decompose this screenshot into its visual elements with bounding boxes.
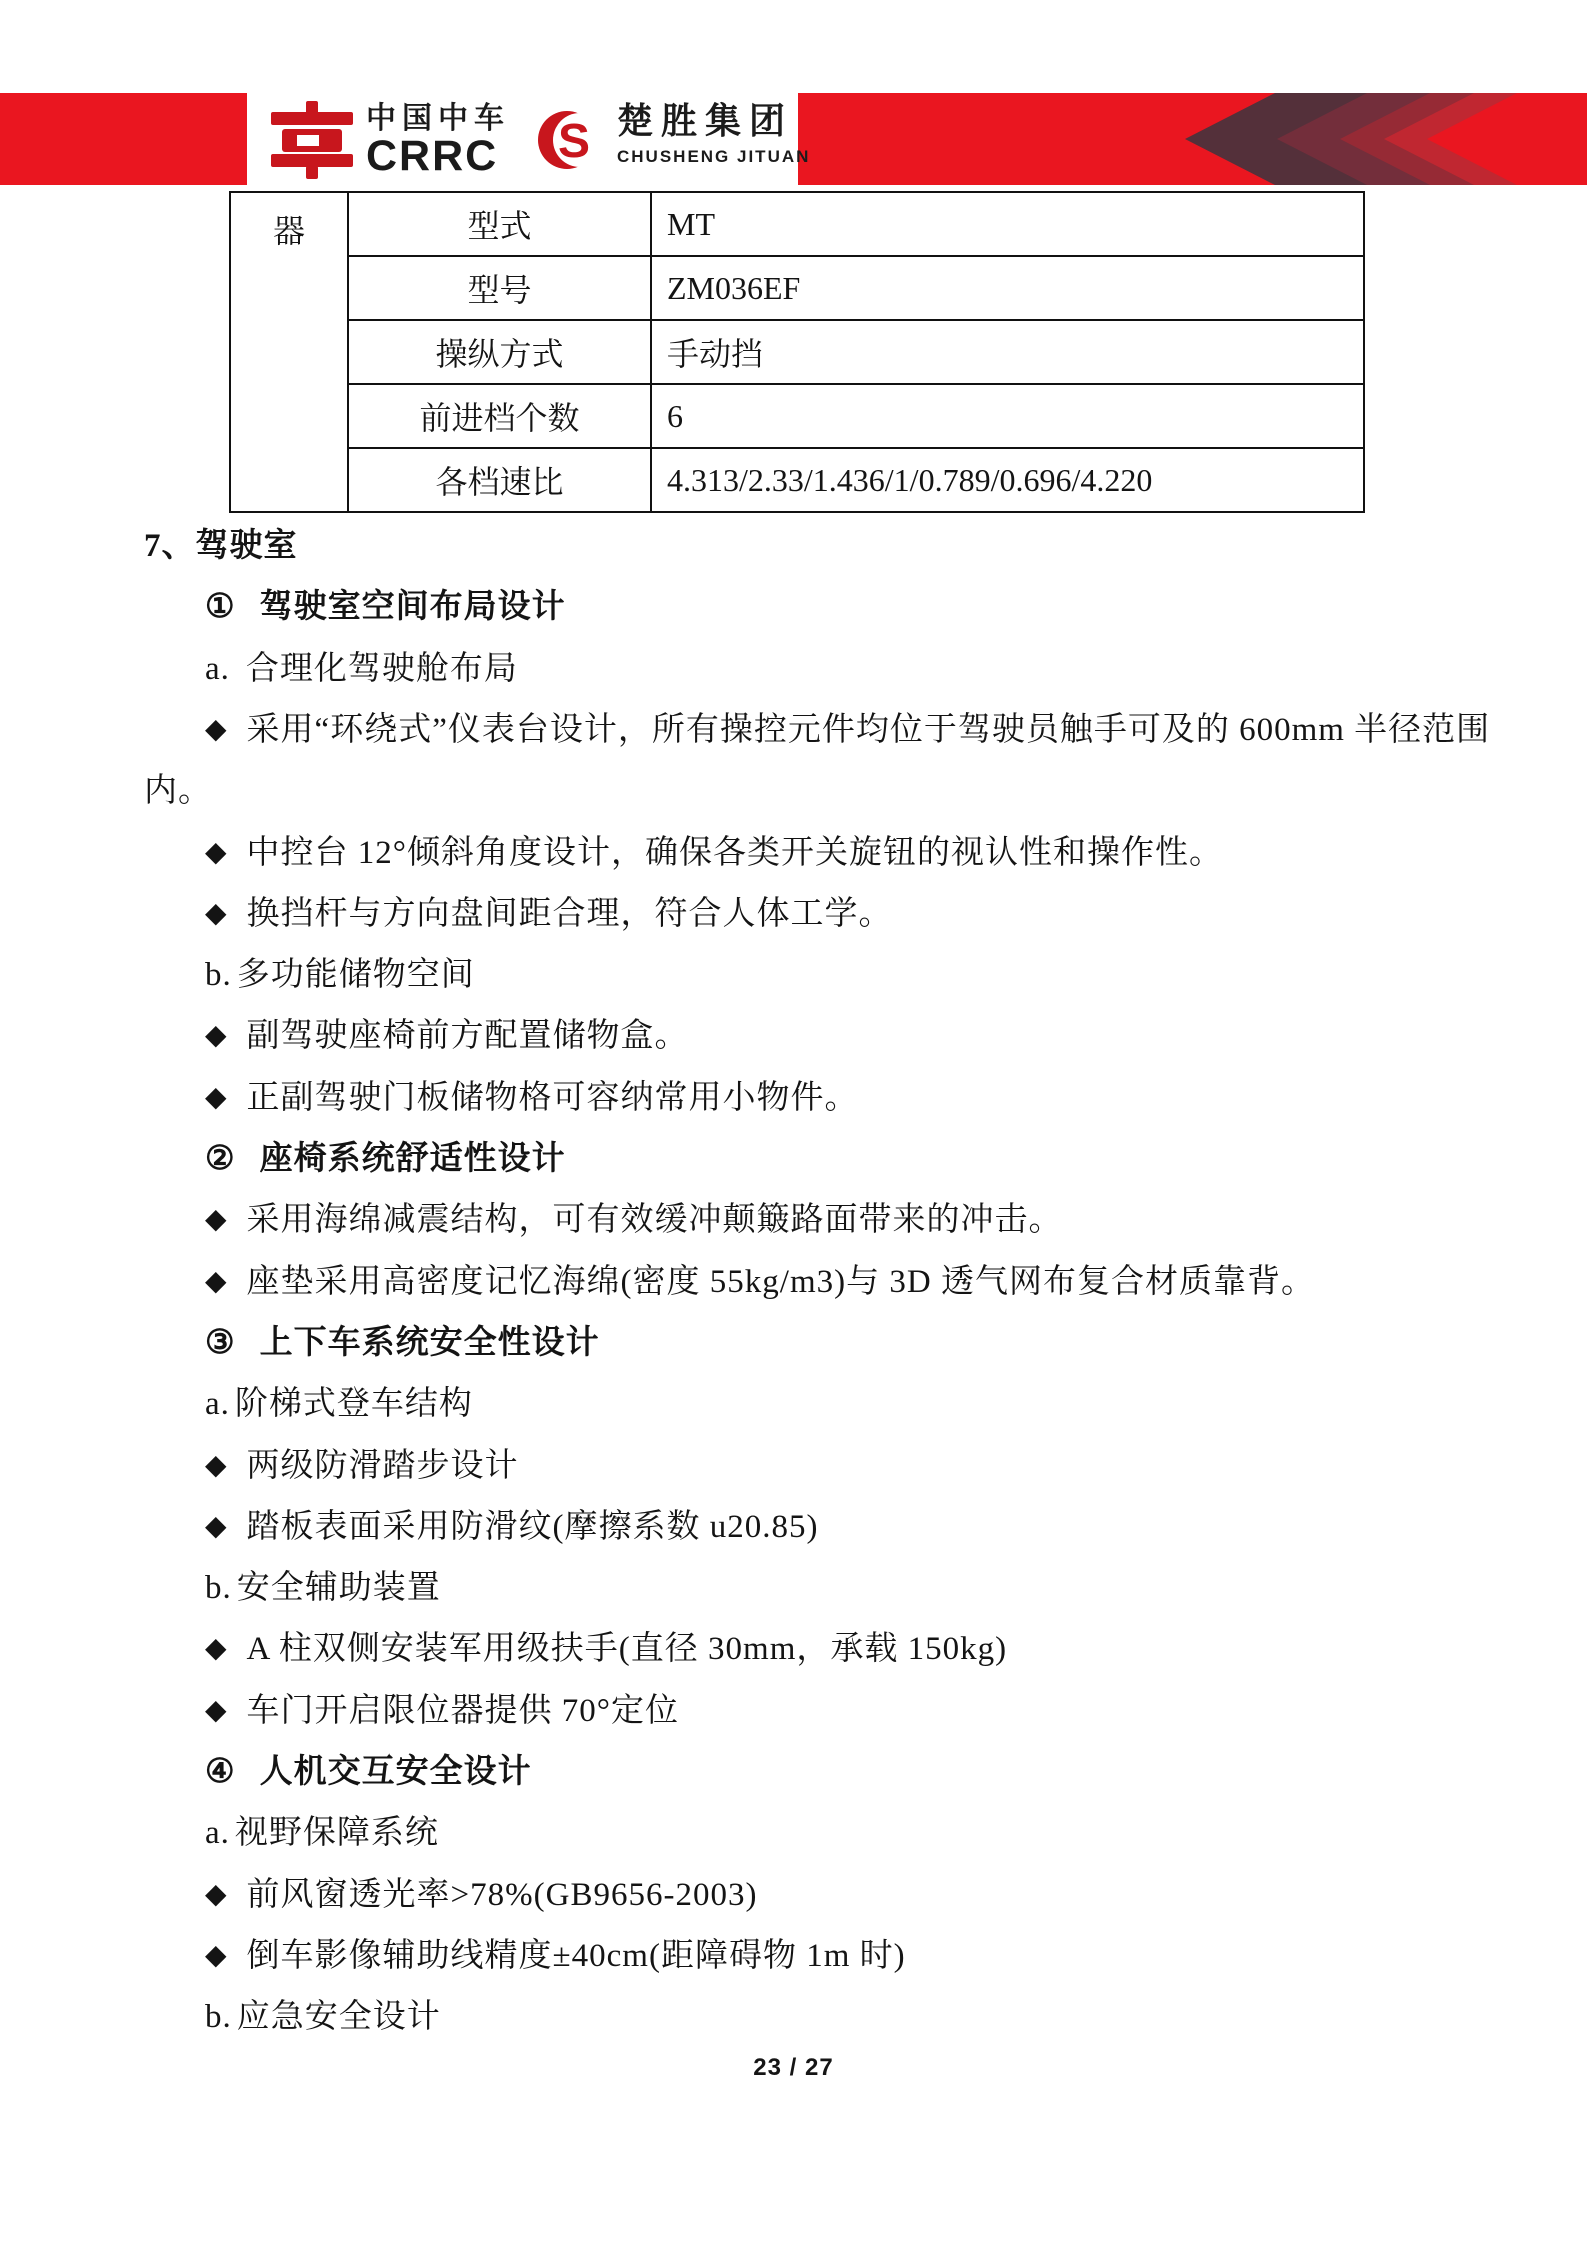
header-red-bar-right — [798, 93, 1587, 185]
line-text: 副驾驶座椅前方配置储物盒。 — [246, 1018, 689, 1055]
row-value: MT — [651, 192, 1364, 256]
circled-number-marker: ① — [205, 589, 236, 626]
bullet-diamond-icon: ◆ — [205, 1878, 228, 1910]
alpha-marker: b. — [205, 1570, 232, 1607]
line-text: 两级防滑踏步设计 — [246, 1447, 519, 1484]
bullet-diamond-icon: ◆ — [205, 1265, 228, 1297]
crrc-name-cn: 中国中车 — [366, 102, 510, 135]
bullet-diamond-icon: ◆ — [205, 1020, 228, 1052]
body-line — [205, 1446, 519, 1486]
circled-number-marker: ② — [205, 1141, 236, 1177]
body-line — [205, 955, 475, 995]
row-label: 各档速比 — [348, 448, 651, 512]
body-line — [205, 1813, 439, 1853]
body-line — [205, 1200, 1063, 1240]
body-line — [205, 1078, 859, 1118]
row-value: ZM036EF — [651, 256, 1364, 320]
line-text: 安全辅助装置 — [236, 1570, 441, 1607]
table-row — [230, 384, 1364, 448]
body-line — [144, 771, 212, 811]
row-label: 操纵方式 — [348, 320, 651, 384]
bullet-diamond-icon: ◆ — [205, 836, 228, 868]
bullet-diamond-icon: ◆ — [205, 713, 228, 745]
crrc-logo-icon — [270, 101, 354, 179]
crrc-wordmark — [366, 104, 510, 178]
body-line — [205, 894, 893, 934]
row-value: 4.313/2.33/1.436/1/0.789/0.696/4.220 — [651, 448, 1364, 512]
row-value: 6 — [651, 384, 1364, 448]
circled-number-marker: ③ — [205, 1324, 236, 1361]
table-row — [230, 320, 1364, 384]
line-text: 车门开启限位器提供 70°定位 — [246, 1692, 679, 1729]
body-line — [205, 587, 566, 627]
alpha-marker: a. — [205, 650, 230, 687]
line-text: 上下车系统安全性设计 — [259, 1324, 600, 1361]
bullet-diamond-icon: ◆ — [205, 1694, 228, 1726]
circled-number-marker: ④ — [205, 1754, 236, 1790]
body-line — [205, 1016, 689, 1056]
line-text: 多功能储物空间 — [236, 957, 475, 994]
line-text: 中控台 12°倾斜角度设计，确保各类开关旋钮的视认性和操作性。 — [246, 834, 1223, 871]
header-red-bar-left — [0, 93, 247, 185]
body-line — [205, 710, 1490, 750]
body-line — [205, 1875, 757, 1915]
table-row — [230, 256, 1364, 320]
line-text: 倒车影像辅助线精度±40cm(距障碍物 1m 时) — [246, 1937, 906, 1974]
bullet-diamond-icon: ◆ — [205, 1204, 228, 1236]
line-text: 驾驶室空间布局设计 — [259, 589, 566, 626]
chusheng-name-cn: 楚胜集团 — [617, 100, 794, 141]
row-value: 手动挡 — [651, 320, 1364, 384]
bullet-diamond-icon: ◆ — [205, 1633, 228, 1665]
body-line — [205, 649, 518, 689]
row-label: 型号 — [348, 256, 651, 320]
bullet-diamond-icon: ◆ — [205, 1449, 228, 1481]
body-line — [205, 1262, 1315, 1302]
body-line — [205, 1507, 819, 1547]
line-text: 踏板表面采用防滑纹(摩擦系数 u20.85) — [246, 1508, 819, 1545]
body-line — [205, 1139, 566, 1179]
line-text: 换挡杆与方向盘间距合理，符合人体工学。 — [246, 895, 893, 932]
alpha-marker: b. — [205, 1999, 232, 2036]
line-text: 采用海绵减震结构，可有效缓冲颠簸路面带来的冲击。 — [246, 1202, 1063, 1239]
line-text: 内。 — [144, 773, 212, 810]
line-text: 采用“环绕式”仪表台设计，所有操控元件均位于驾驶员触手可及的 600mm 半径范围 — [246, 711, 1491, 748]
body-line — [205, 1752, 532, 1792]
line-text: 前风窗透光率>78%(GB9656-2003) — [246, 1876, 758, 1913]
chevrons-icon — [798, 93, 1587, 185]
line-text: 人机交互安全设计 — [259, 1754, 532, 1790]
table-merged-label: 器 — [230, 192, 348, 512]
spec-table — [229, 191, 1365, 513]
body-line — [205, 1629, 1007, 1669]
bullet-diamond-icon: ◆ — [205, 897, 228, 929]
bullet-diamond-icon: ◆ — [205, 1510, 228, 1542]
body-line — [205, 1568, 441, 1608]
line-text: A 柱双侧安装军用级扶手(直径 30mm，承载 150kg) — [246, 1631, 1008, 1668]
alpha-marker: b. — [205, 957, 232, 994]
line-text: 座垫采用高密度记忆海绵(密度 55kg/m3)与 3D 透气网布复合材质靠背。 — [246, 1263, 1315, 1300]
svg-text:S: S — [557, 115, 591, 168]
alpha-marker: a. — [205, 1815, 230, 1852]
body-line — [205, 1936, 906, 1976]
line-text: 座椅系统舒适性设计 — [259, 1141, 566, 1177]
body-line — [205, 1384, 473, 1424]
table-row — [230, 448, 1364, 512]
table-row — [230, 192, 1364, 256]
body-line — [205, 1997, 441, 2037]
body-line — [144, 526, 298, 566]
page-number: 23 / 27 — [753, 2054, 834, 2081]
line-text: 阶梯式登车结构 — [234, 1386, 473, 1423]
line-text: 7、驾驶室 — [144, 528, 298, 564]
chusheng-wordmark — [617, 100, 811, 166]
alpha-marker: a. — [205, 1386, 230, 1423]
line-text: 正副驾驶门板储物格可容纳常用小物件。 — [246, 1079, 859, 1116]
body-line — [205, 833, 1223, 873]
row-label: 型式 — [348, 192, 651, 256]
chusheng-name-en: CHUSHENG JITUAN — [617, 147, 811, 166]
line-text: 合理化驾驶舱布局 — [245, 650, 518, 687]
chusheng-logo-icon — [534, 100, 610, 180]
crrc-name-en: CRRC — [366, 132, 499, 180]
line-text: 视野保障系统 — [234, 1815, 439, 1852]
bullet-diamond-icon: ◆ — [205, 1939, 228, 1971]
body-line — [205, 1691, 679, 1731]
row-label: 前进档个数 — [348, 384, 651, 448]
body-line — [205, 1323, 600, 1363]
line-text: 应急安全设计 — [236, 1999, 441, 2036]
bullet-diamond-icon: ◆ — [205, 1081, 228, 1113]
